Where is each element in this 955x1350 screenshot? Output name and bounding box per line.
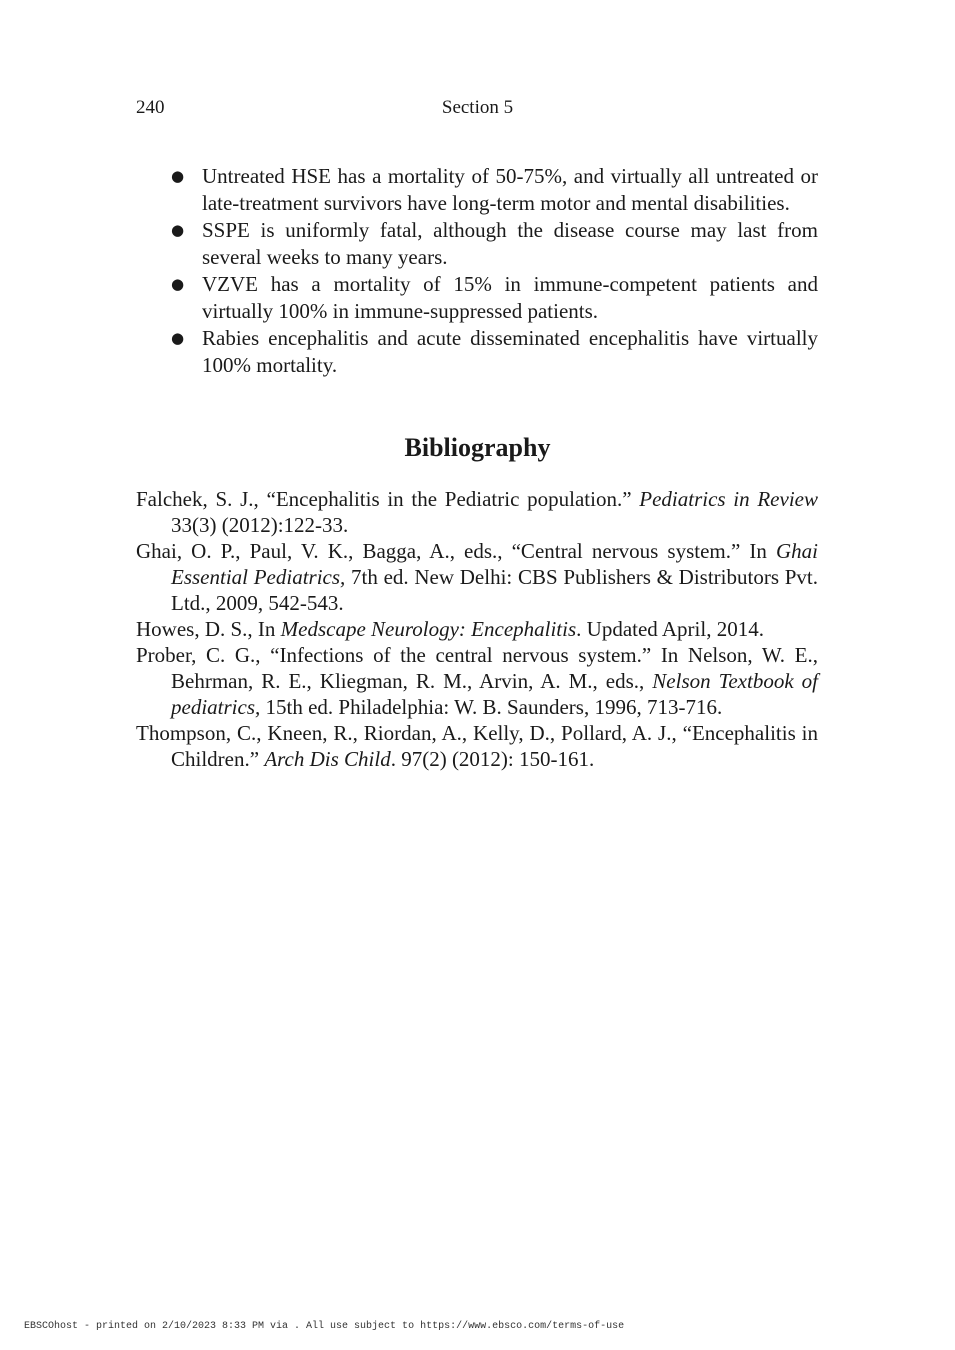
bullet-item [136, 325, 818, 379]
page-number: 240 [136, 97, 165, 118]
running-head: Section 5 [441, 97, 514, 118]
bullet-list [136, 163, 818, 379]
bullet-text: SSPE is uniformly fatal, although the disease course may last from several weeks to many years. [202, 218, 818, 269]
bibliography-entry [136, 642, 818, 720]
bullet-item [136, 271, 818, 325]
bibliography-heading: Bibliography [404, 433, 551, 462]
entry-author-title: Prober, C. G., “Infections of the central nervous system.” In Nelson, W. E., Behrman, R. E., Kliegman, R. M., Arvin, A. M., eds., [136, 643, 818, 693]
entry-source-title: Arch Dis Child [264, 747, 391, 771]
bibliography-list [136, 486, 818, 772]
bibliography-entry [136, 720, 818, 772]
entry-details: 15th ed. Philadelphia: W. B. Saunders, 1996, 713-716. [260, 695, 723, 719]
bullet-icon: ● [171, 275, 185, 293]
print-footer: EBSCOhost - printed on 2/10/2023 8:33 PM via . All use subject to https://www.ebsco.com/terms-of-use [24, 1321, 625, 1332]
entry-details: 7th ed. New Delhi: CBS Publishers & Distributors Pvt. Ltd., 2009, 542-543. [171, 565, 818, 615]
bullet-text: Untreated HSE has a mortality of 50-75%, and virtually all untreated or late-treatment survivors have long-term motor and mental disabilities. [202, 164, 818, 215]
entry-author-title: Howes, D. S., In [136, 617, 281, 641]
bullet-item [136, 217, 818, 271]
bibliography-entry [136, 486, 818, 538]
bullet-text: VZVE has a mortality of 15% in immune-competent patients and virtually 100% in immune-suppressed patients. [202, 272, 818, 323]
entry-details: 33(3) (2012):122-33. [171, 513, 349, 537]
entry-source-title: Medscape Neurology: Encephalitis [280, 617, 577, 641]
bullet-icon: ● [171, 329, 185, 347]
entry-details: . Updated April, 2014. [576, 617, 764, 641]
entry-author-title: Thompson, C., Kneen, R., Riordan, A., Kelly, D., Pollard, A. J., “Encephalitis in Children.” [136, 721, 818, 771]
entry-details: . 97(2) (2012): 150-161. [390, 747, 595, 771]
bibliography-entry [136, 538, 818, 616]
entry-source-title: Ghai Essential Pediatrics, [171, 539, 818, 589]
entry-source-title: Nelson Textbook of pediatrics, [171, 669, 818, 719]
bullet-icon: ● [171, 221, 185, 239]
bullet-text: Rabies encephalitis and acute disseminated encephalitis have virtually 100% mortality. [202, 326, 818, 377]
bibliography-entry [136, 616, 818, 642]
bullet-item [136, 163, 818, 217]
entry-author-title: Ghai, O. P., Paul, V. K., Bagga, A., eds., “Central nervous system.” In [136, 539, 776, 563]
entry-author-title: Falchek, S. J., “Encephalitis in the Pediatric population.” [136, 487, 640, 511]
bullet-icon: ● [171, 167, 185, 185]
entry-source-title: Pediatrics in Review [639, 487, 818, 511]
